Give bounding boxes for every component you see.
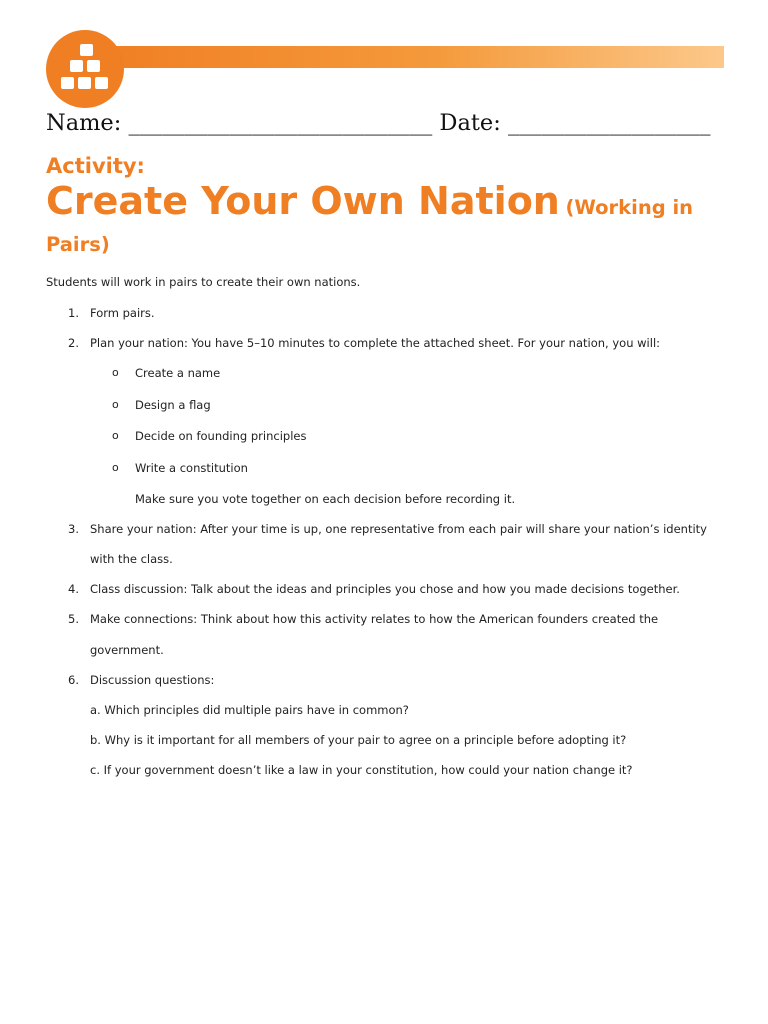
bullet-icon: o [112,398,119,411]
step-text-continued: government. [90,643,164,657]
bullet-icon: o [112,429,119,442]
bullet-icon: o [112,366,119,379]
sub-item-text: Decide on founding principles [135,429,307,443]
date-label: Date: [439,110,501,136]
step-text: Form pairs. [90,306,155,320]
header-accent-bar [86,46,724,68]
step-number: 6. [68,673,79,687]
activity-label: Activity: [46,154,145,178]
step-text-continued: with the class. [90,552,173,566]
discussion-question: a. Which principles did multiple pairs have in common? [90,703,409,717]
step-text: Discussion questions: [90,673,215,687]
step-text: Class discussion: Talk about the ideas and principles you chose and how you made decisions together. [90,582,680,596]
step-text: Plan your nation: You have 5–10 minutes to complete the attached sheet. For your nation, you will: [90,336,661,350]
step-text: Make connections: Think about how this activity relates to how the American founders created the [90,612,659,626]
sub-item-text: Design a flag [135,398,211,412]
title-subtitle: (Working in Pairs) [46,196,694,256]
name-date-line [46,110,736,136]
step-number: 4. [68,582,79,596]
title-main: Create Your Own Nation [46,179,560,223]
plan-note: Make sure you vote together on each decision before recording it. [135,492,516,506]
intro-text: Students will work in pairs to create their own nations. [46,275,361,289]
discussion-question: b. Why is it important for all members of your pair to agree on a principle before adopting it? [90,733,627,747]
stacked-blocks-icon [46,30,124,108]
name-label: Name: [46,110,122,136]
sub-item-text: Create a name [135,366,221,380]
step-number: 5. [68,612,79,626]
step-text: Share your nation: After your time is up, one representative from each pair will share your nation’s identity [90,522,707,536]
name-blank: ___________________________ [128,110,433,136]
discussion-question: c. If your government doesn’t like a law in your constitution, how could your nation change it? [90,763,633,777]
step-number: 1. [68,306,79,320]
page-title [46,179,726,264]
step-number: 3. [68,522,79,536]
bullet-icon: o [112,461,119,474]
sub-item-text: Write a constitution [135,461,248,475]
date-blank: __________________ [507,110,711,136]
step-number: 2. [68,336,79,350]
